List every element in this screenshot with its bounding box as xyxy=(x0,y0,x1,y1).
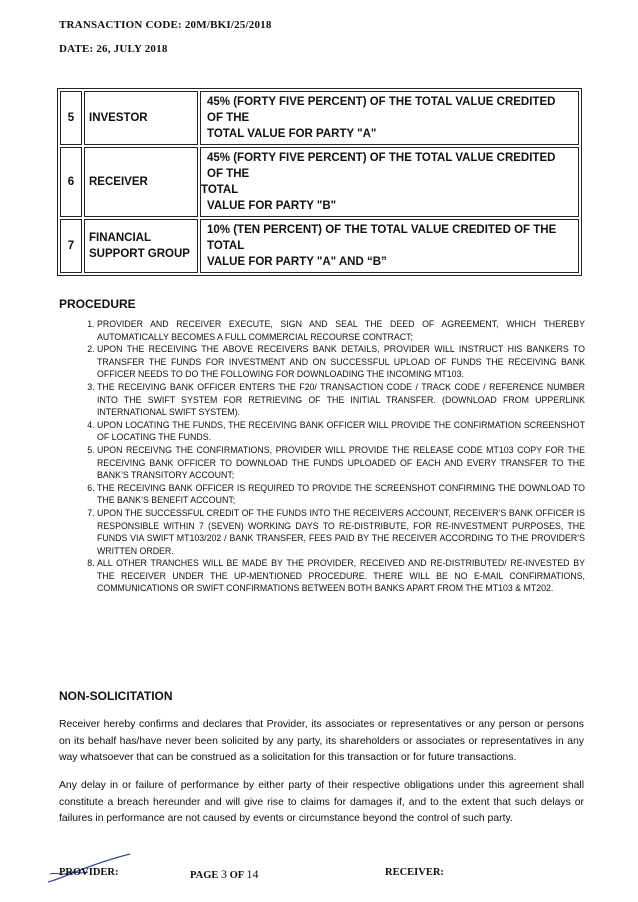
procedure-steps xyxy=(59,318,585,595)
row-number: 7 xyxy=(60,219,82,273)
description-line: 45% (FORTY FIVE PERCENT) OF THE TOTAL VALUE CREDITED OF THE xyxy=(207,152,556,180)
party-name: INVESTOR xyxy=(84,91,198,145)
list-item: 5. UPON RECEIVNG THE CONFIRMATIONS, PROVIDER WILL PROVIDE THE RELEASE CODE MT103 COPY FOR THE RECEIVING BANK OFFICER TO DOWNLOAD THE FUNDS UPLOADED OF EACH AND EVERY TRANSFER TO THE BANK’S TRANSITORY ACCOUNT; xyxy=(97,444,585,482)
party-name: RECEIVER xyxy=(84,147,198,217)
table-row xyxy=(60,91,579,145)
list-item: 4. UPON LOCATING THE FUNDS, THE RECEIVING BANK OFFICER WILL PROVIDE THE CONFIRMATION SCREENSHOT OF LOCATING THE FUNDS. xyxy=(97,419,585,444)
list-item: 7. UPON THE SUCCESSFUL CREDIT OF THE FUNDS INTO THE RECEIVERS ACCOUNT, RECEIVER’S BANK OFFICER IS RESPONSIBLE WITHIN 7 (SEVEN) WORKING DAYS TO RE-DISTRIBUTE, FOR RE-INVESTMENT PURPOSES, THE FUNDS VIA SWIFT MT103/202 / BANK TRANSFER, FEES PAID BY THE RECEIVER ACCORDING TO THE PROVIDER’S WRITTEN ORDER. xyxy=(97,507,585,557)
allocation-description xyxy=(200,219,579,273)
description-line: VALUE FOR PARTY "A" AND “B” xyxy=(207,256,387,268)
allocation-description xyxy=(200,147,579,217)
page-current: 3 xyxy=(221,867,228,881)
row-number: 5 xyxy=(60,91,82,145)
description-line: 45% (FORTY FIVE PERCENT) OF THE TOTAL VALUE CREDITED OF THE xyxy=(207,96,556,124)
description-line: 10% (TEN PERCENT) OF THE TOTAL VALUE CREDITED OF THE TOTAL xyxy=(207,224,557,252)
page-prefix: PAGE xyxy=(190,870,222,881)
non-solicitation-heading: NON-SOLICITATION xyxy=(59,689,173,703)
page-of: OF xyxy=(227,870,247,881)
transaction-code: TRANSACTION CODE: 20M/BKI/25/2018 xyxy=(59,19,272,31)
provider-signature-label: PROVIDER: xyxy=(59,867,119,878)
document-date: DATE: 26, JULY 2018 xyxy=(59,43,168,55)
row-number: 6 xyxy=(60,147,82,217)
list-item: 3. THE RECEIVING BANK OFFICER ENTERS THE F20/ TRANSACTION CODE / TRACK CODE / REFERENCE NUMBER INTO THE SWIFT SYSTEM FOR RETRIEVING OF THE INITIAL TRANSFER. (DOWNLOAD FROM UPPERLINK INTERNATIONAL SWIFT SYSTEM). xyxy=(97,381,585,419)
receiver-signature-label: RECEIVER: xyxy=(385,867,444,878)
table-row xyxy=(60,219,579,273)
page-number xyxy=(190,867,258,882)
procedure-heading: PROCEDURE xyxy=(59,297,136,311)
list-item: 2. UPON THE RECEIVING THE ABOVE RECEIVERS BANK DETAILS, PROVIDER WILL INSTRUCT HIS BANKERS TO TRANSFER THE FUNDS FOR INVESTMENT AND ON SUCCESSFUL UPLOAD OF FUNDS THE RECEIVING BANK OFFICER NEEDS TO DO THE FOLLOWING FOR DOWNLOADING THE INCOMING MT103. xyxy=(97,343,585,381)
page-total: 14 xyxy=(246,867,259,881)
description-line: TOTAL VALUE FOR PARTY "A" xyxy=(207,128,377,140)
party-allocation-table xyxy=(57,88,582,276)
list-item: 6. THE RECEIVING BANK OFFICER IS REQUIRED TO PROVIDE THE SCREENSHOT CONFIRMING THE DOWNLOAD TO THE BANK’S BENEFIT ACCOUNT; xyxy=(97,482,585,507)
list-item: 8. ALL OTHER TRANCHES WILL BE MADE BY THE PROVIDER, RECEIVED AND RE-DISTRIBUTED/ RE-INVESTED BY THE RECEIVER UNDER THE UP-MENTIONED PROCEDURE. THERE WILL BE NO E-MAIL CONFIRMATIONS, COMMUNICATIONS OR SWIFT CONFIRMATIONS BETWEEN BOTH BANKS APART FROM THE MT103 & MT202. xyxy=(97,557,585,595)
non-solicitation-paragraph: Receiver hereby confirms and declares that Provider, its associates or representatives or any person or persons on its behalf has/have never been solicited by any party, its shareholders or associates or representatives in any way whatsoever that can be construed as a solicitation for this transaction or for future transactions. xyxy=(59,719,584,764)
table-row xyxy=(60,147,579,217)
list-item: 1. PROVIDER AND RECEIVER EXECUTE, SIGN AND SEAL THE DEED OF AGREEMENT, WHICH THEREBY AUTOMATICALLY BECOMES A FULL COMMERCIAL RECOURSE CONTRACT; xyxy=(97,318,585,343)
party-name: FINANCIAL SUPPORT GROUP xyxy=(84,219,198,273)
description-line: TOTAL xyxy=(201,184,239,196)
performance-paragraph: Any delay in or failure of performance by either party of their respective obligations under this agreement shall constitute a breach hereunder and will give rise to claims for damages if, and to the extent that such delays or failures in performance are not caused by events or circumstance beyond the control of such party. xyxy=(59,780,584,825)
description-line: VALUE FOR PARTY "B" xyxy=(207,200,337,212)
allocation-description xyxy=(200,91,579,145)
